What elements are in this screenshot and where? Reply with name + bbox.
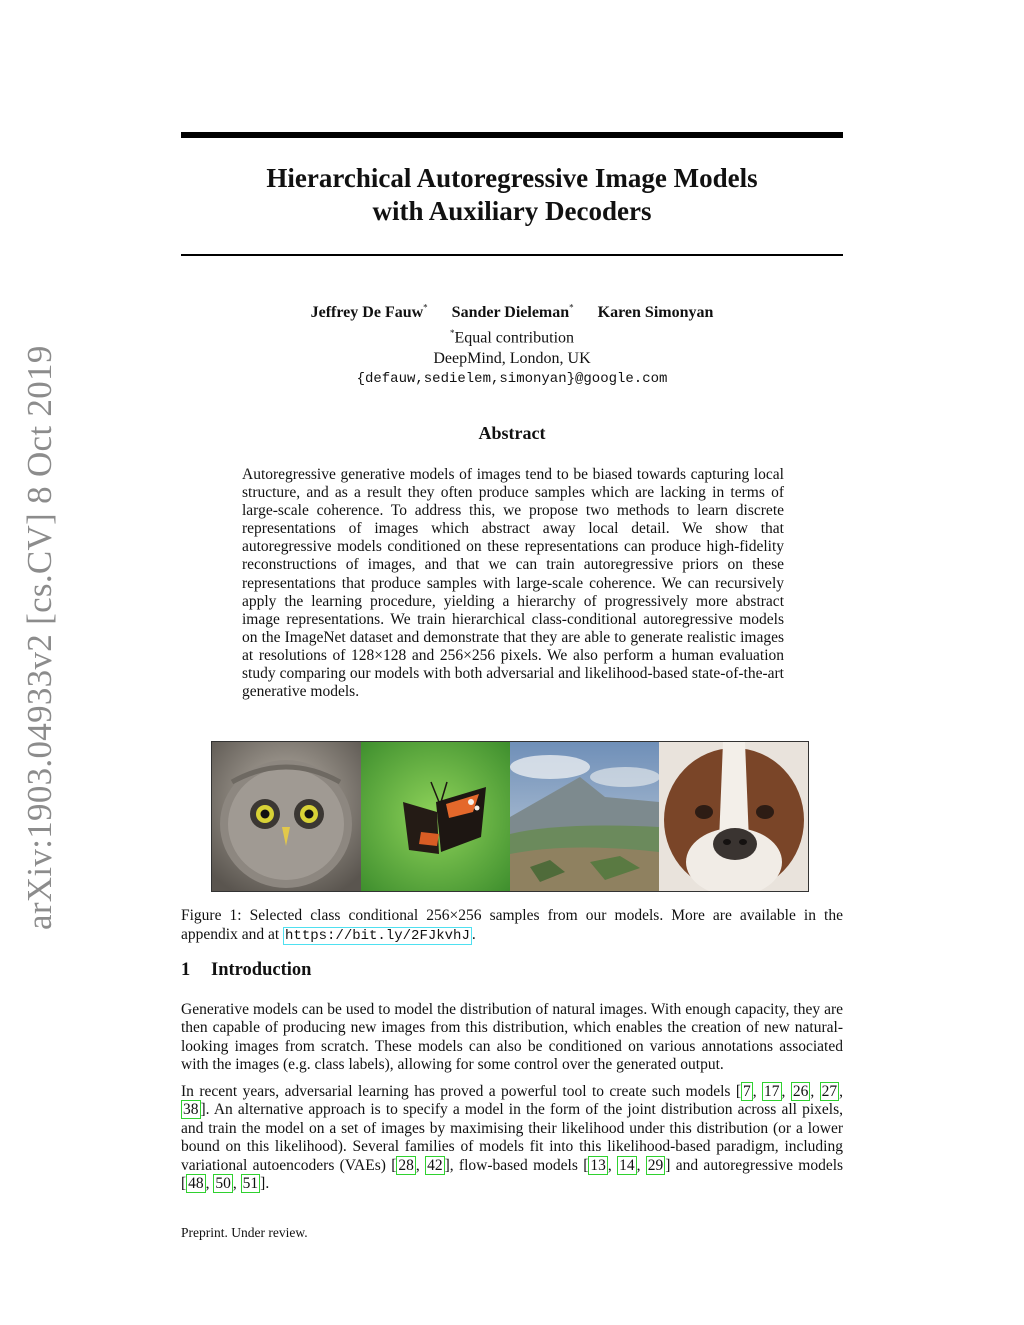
landscape-sample	[510, 742, 659, 891]
equal-contribution-note: *Equal contribution	[449, 328, 575, 347]
citation-link[interactable]: 26	[792, 1083, 809, 1100]
citation-link[interactable]: 27	[821, 1083, 838, 1100]
abstract-body: Autoregressive generative models of images tend to be biased towards capturing local structure, and as a result they often produce samples which are lacking in terms of large-scale coherence. To address this, we propose two methods to learn discrete representations of images which abstract away local detail. We show that autoregressive models conditioned on these representations can produce high-fidelity reconstructions of images, and that we can train autoregressive priors on these representations that produce samples with large-scale coherence. We can recursively apply the learning procedure, yielding a hierarchy of progressively more abstract image representations. We train hierarchical class-conditional autoregressive models on the ImageNet dataset and demonstrate that they are able to generate realistic images at resolutions of 128×128 and 256×256 pixels. We also perform a human evaluation study comparing our models with both adversarial and likelihood-based state-of-the-art generative models.	[242, 466, 784, 701]
abstract-heading: Abstract	[478, 423, 546, 443]
author: Jeffrey De Fauw*	[310, 303, 428, 322]
intro-paragraph-1: Generative models can be used to model the distribution of natural images. With enough capacity, they are then capable of producing new images from this distribution, which enables the creation of new natural-looking images from scratch. These models can also be conditioned on various annotations associated with the images (e.g. class labels), allowing for some control over the generated output.	[181, 1001, 843, 1074]
citation-link[interactable]: 42	[427, 1156, 443, 1174]
citation-link[interactable]: 17	[764, 1083, 780, 1100]
citation-link[interactable]: 29	[647, 1156, 664, 1174]
author-block	[181, 298, 843, 389]
title-line-2: with Auxiliary Decoders	[372, 196, 652, 226]
butterfly-sample	[361, 742, 510, 891]
title-line-1: Hierarchical Autoregressive Image Models	[266, 163, 758, 193]
citation-link[interactable]: 7	[743, 1083, 751, 1100]
figure-1-caption: Figure 1: Selected class conditional 256×256 samples from our models. More are available in the appendix and at https://bit.ly/2FJkvhJ .	[181, 907, 843, 944]
arxiv-stamp: arXiv:1903.04933v2 [cs.CV] 8 Oct 2019	[20, 345, 59, 930]
author: Sander Dieleman*	[451, 303, 574, 322]
title-bottom-rule	[181, 254, 843, 256]
title-top-rule	[181, 132, 843, 138]
section-heading-introduction: 1 Introduction	[181, 960, 312, 980]
dog-sample	[659, 742, 808, 891]
citation-link[interactable]: 51	[242, 1175, 259, 1193]
author: Karen Simonyan	[597, 304, 714, 322]
author-names	[181, 298, 843, 323]
author-emails: {defauw,sedielem,simonyan}@google.com	[356, 370, 668, 387]
citation-link[interactable]: 14	[619, 1156, 635, 1174]
paper-title	[181, 162, 843, 228]
figure-1-link[interactable]: https://bit.ly/2FJkvhJ	[285, 928, 470, 944]
citation-link[interactable]: 38	[183, 1101, 199, 1119]
intro-paragraph-2: In recent years, adversarial learning has proved a powerful tool to create such models [ 7 , 17 , 26 , 27 , 38 ]. An alternative approach is to specify a model in the form of the joint distribution across all pixels, and train the model on a set of images by maximising their likelihood under this distribution (or a lower bound on this likelihood). Several families of models fit into this likelihood-based paradigm, including variational autoencoders (VAEs) [ 28 , 42 ], flow-based models [ 13 , 14 , 29 ] and autoregressive models [ 48 , 50 , 51 ].	[181, 1083, 844, 1193]
owl-sample	[212, 742, 361, 891]
affiliation: DeepMind, London, UK	[433, 349, 591, 367]
citation-link[interactable]: 13	[590, 1156, 606, 1174]
citation-link[interactable]: 28	[398, 1156, 414, 1174]
citation-link[interactable]: 50	[215, 1175, 231, 1193]
footer-note: Preprint. Under review.	[181, 1225, 308, 1240]
figure-1-samples	[211, 741, 809, 892]
citation-link[interactable]: 48	[188, 1175, 204, 1193]
